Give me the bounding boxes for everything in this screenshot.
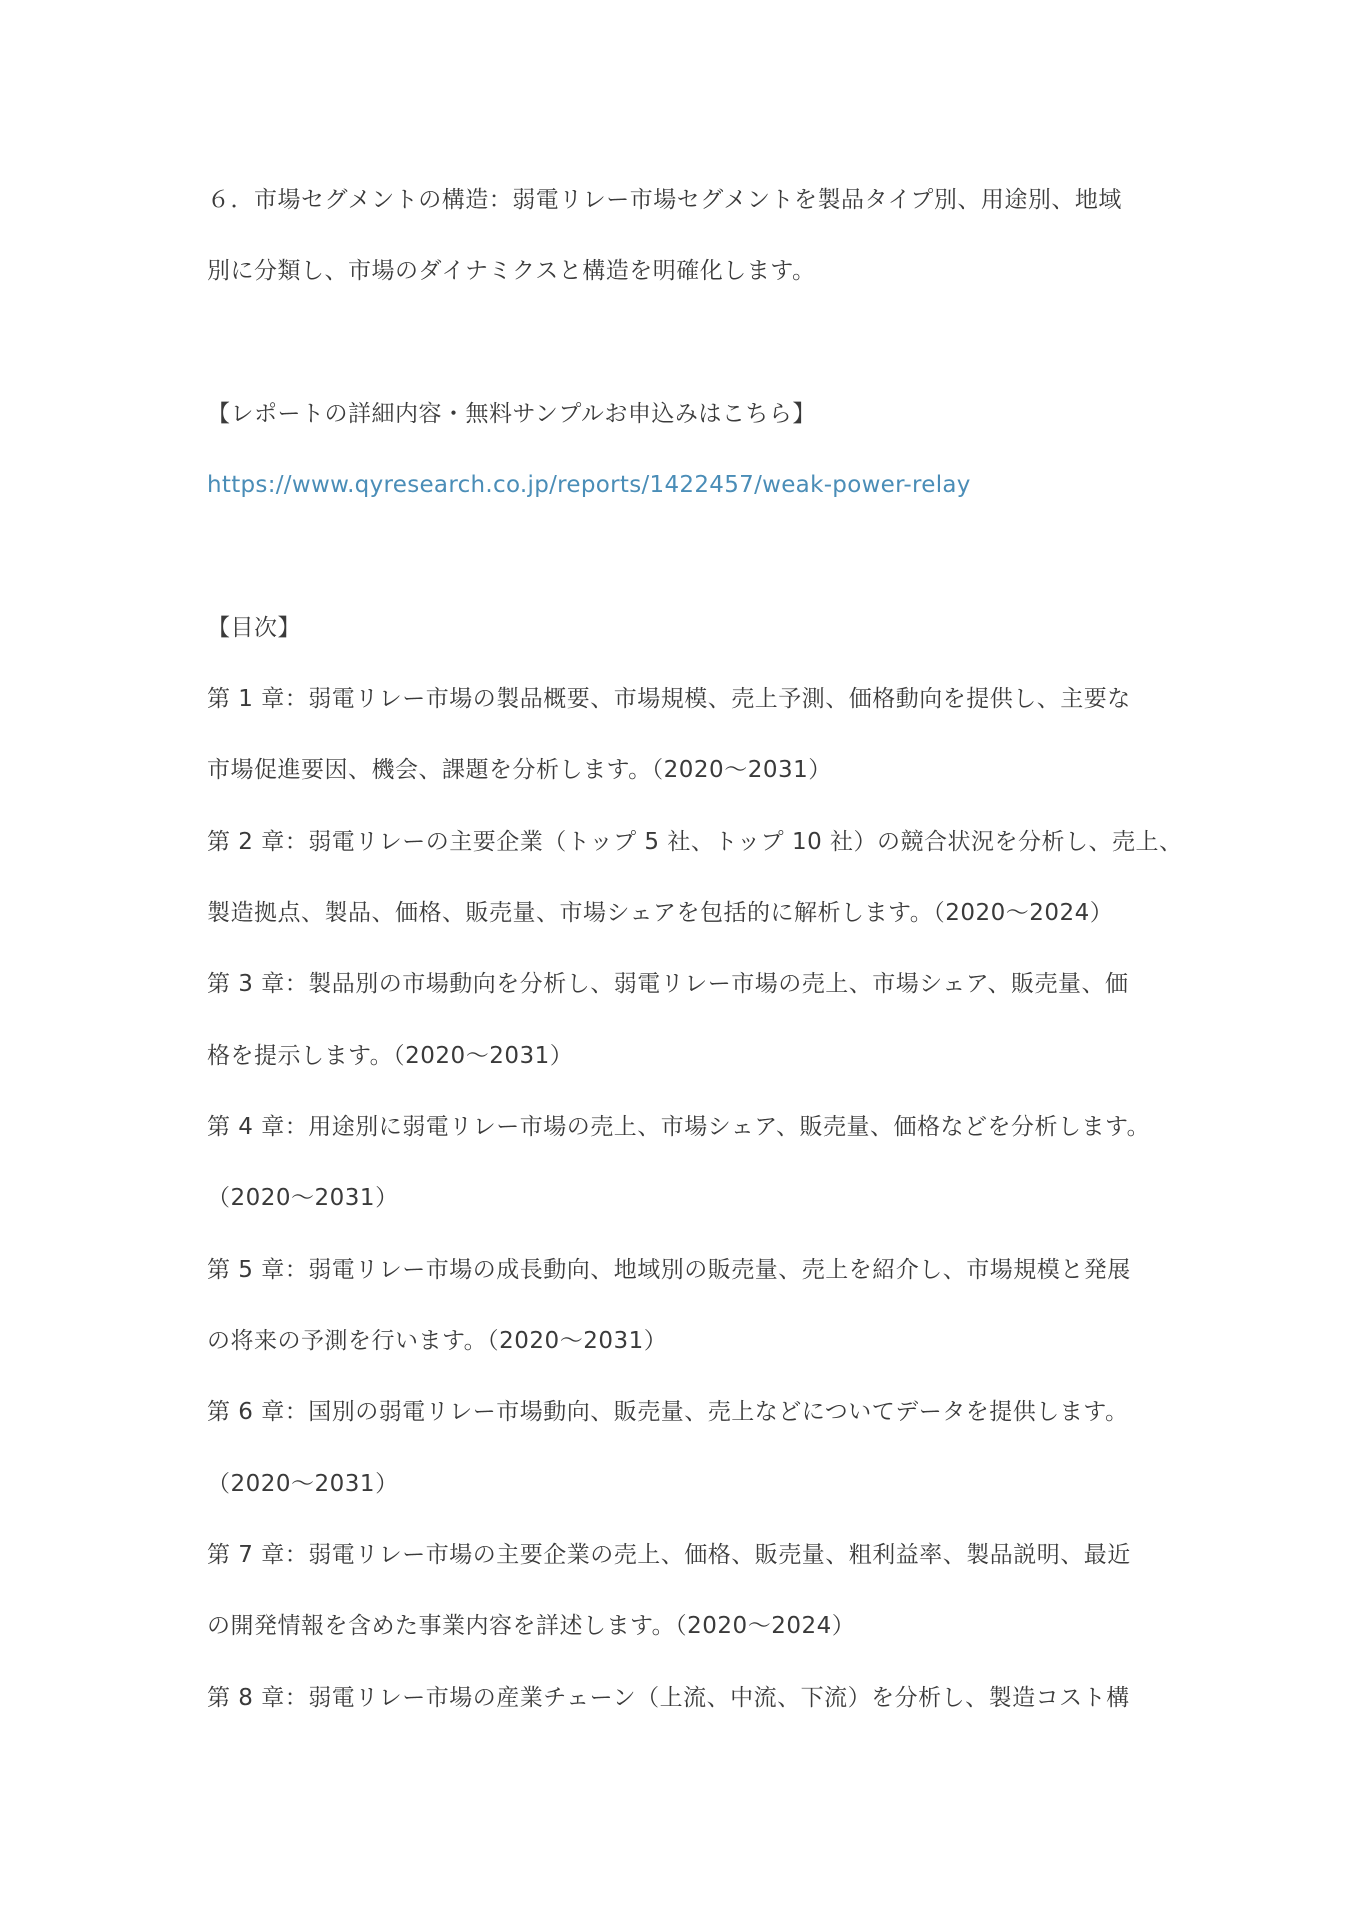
toc-line: 格を提示します。（2020～2031） [207,1043,574,1069]
toc-line: 市場促進要因、機会、課題を分析します。（2020～2031） [207,757,832,783]
toc-line: 第 8 章：弱電リレー市場の産業チェーン（上流、中流、下流）を分析し、製造コスト構 [207,1685,1130,1711]
toc-line: の開発情報を含めた事業内容を詳述します。（2020～2024） [207,1613,856,1639]
section6-line2: 別に分類し、市場のダイナミクスと構造を明確化します。 [207,258,816,284]
toc-line: 第 4 章：用途別に弱電リレー市場の売上、市場シェア、販売量、価格などを分析します。 [207,1114,1151,1140]
toc-line: 製造拠点、製品、価格、販売量、市場シェアを包括的に解析します。（2020～2024） [207,900,1114,926]
toc-line: （2020～2031） [207,1471,399,1497]
toc-line: 第 3 章：製品別の市場動向を分析し、弱電リレー市場の売上、市場シェア、販売量、価 [207,971,1129,997]
toc-line: 第 6 章：国別の弱電リレー市場動向、販売量、売上などについてデータを提供します。 [207,1399,1129,1425]
section6-line1: ６．市場セグメントの構造：弱電リレー市場セグメントを製品タイプ別、用途別、地域 [207,187,1122,213]
report-link-heading: 【レポートの詳細内容・無料サンプルお申込みはこちら】 [207,401,816,427]
toc-line: 第 1 章：弱電リレー市場の製品概要、市場規模、売上予測、価格動向を提供し、主要な [207,686,1131,712]
toc-line: 第 5 章：弱電リレー市場の成長動向、地域別の販売量、売上を紹介し、市場規模と発展 [207,1257,1131,1283]
report-link-row [207,470,1187,500]
toc-heading: 【目次】 [207,615,301,641]
toc-line: の将来の予測を行います。（2020～2031） [207,1328,668,1354]
toc-line: 第 2 章：弱電リレーの主要企業（トップ 5 社、トップ 10 社）の競合状況を分析し、売上、 [207,829,1183,855]
report-url-link[interactable]: https://www.qyresearch.co.jp/reports/1422457/weak-power-relay [207,472,971,498]
toc-line: （2020～2031） [207,1185,399,1211]
toc-line: 第 7 章：弱電リレー市場の主要企業の売上、価格、販売量、粗利益率、製品説明、最近 [207,1542,1131,1568]
